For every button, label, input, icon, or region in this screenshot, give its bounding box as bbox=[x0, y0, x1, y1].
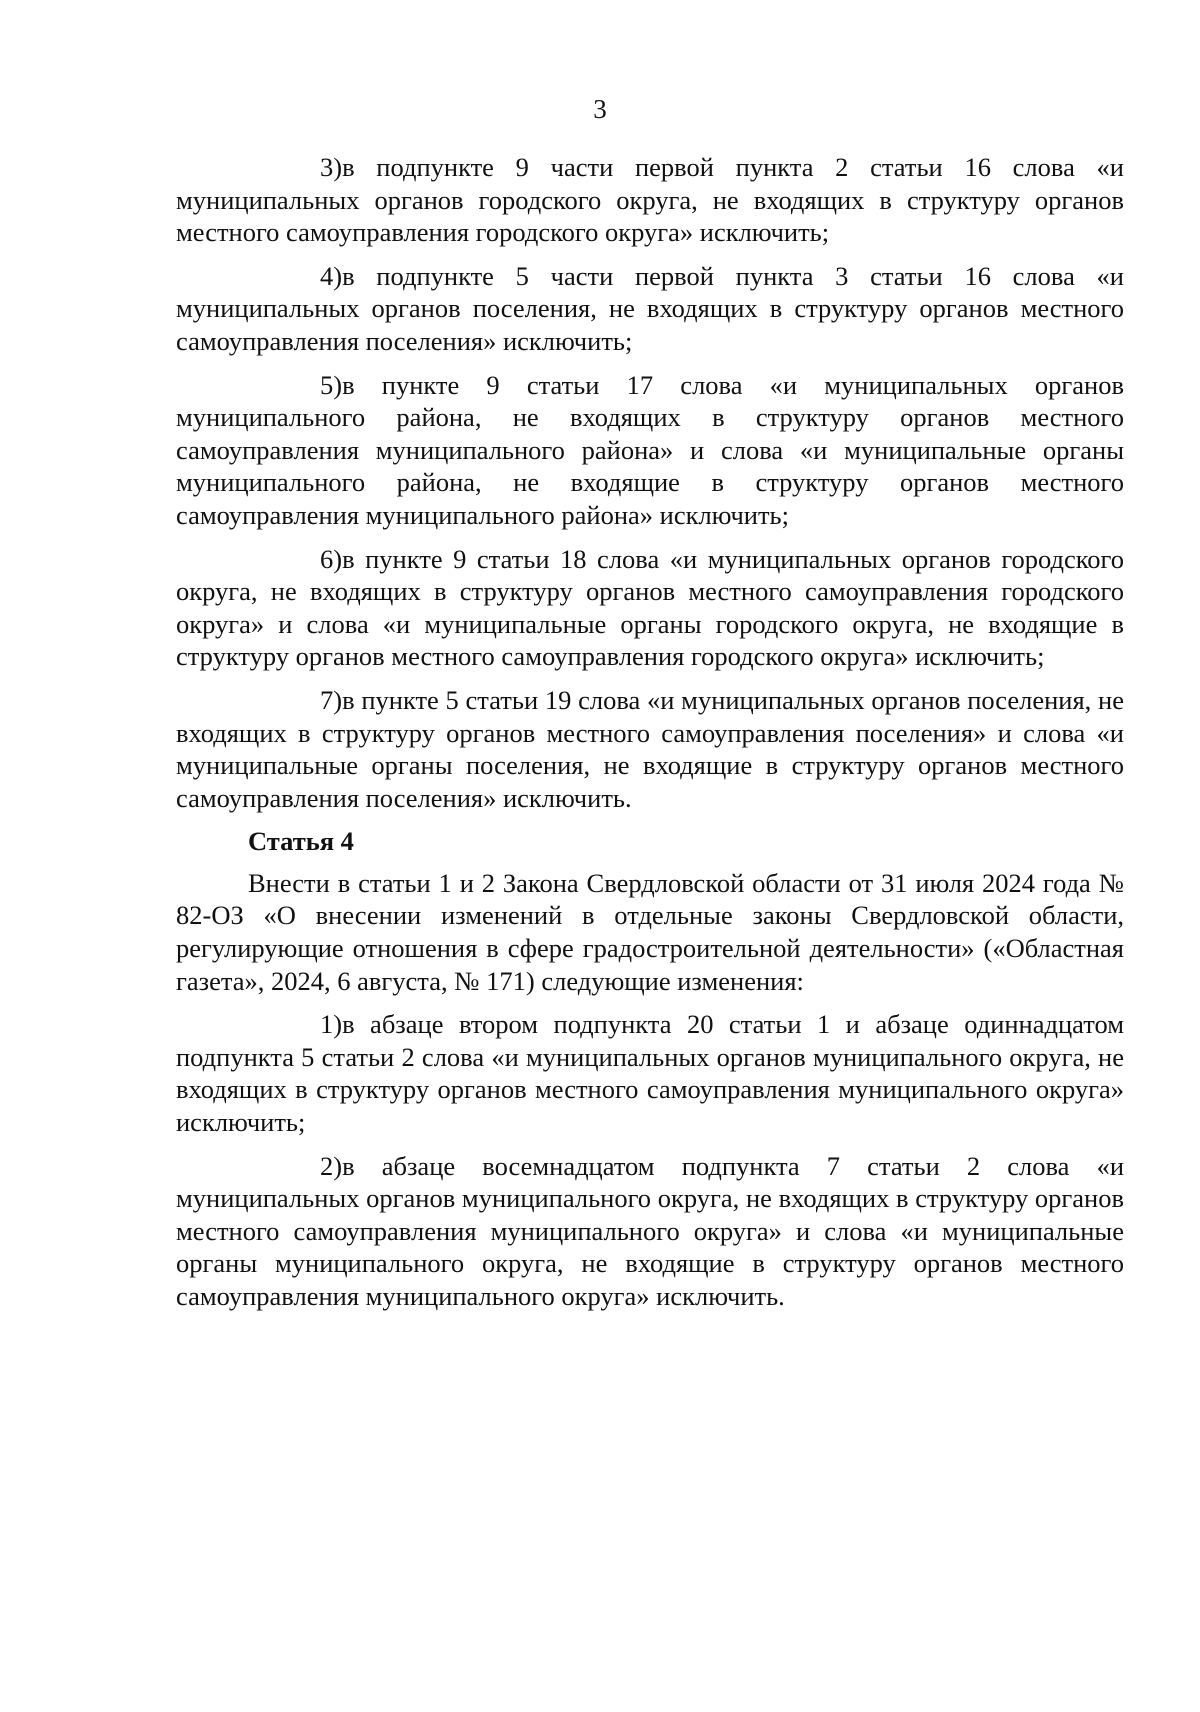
list-marker: 7) bbox=[320, 684, 343, 715]
list-item-text: в пункте 9 статьи 17 слова «и муниципальных органов муниципального района, не входящих в структуру органов местного самоуправления муниципального района» и слова «и муниципальные органы муниципального района, не входящие в структуру органов местного самоуправления муниципального района» исключить; bbox=[176, 369, 1124, 530]
article-4-item-1 bbox=[176, 1008, 1124, 1138]
article-4-intro: Внести в статьи 1 и 2 Закона Свердловской области от 31 июля 2024 года № 82-ОЗ «О внесении изменений в отдельные законы Свердловской области, регулирующие отношения в сфере градостроительной деятельности» («Областная газета», 2024, 6 августа, № 171) следующие изменения: bbox=[176, 867, 1124, 996]
list-item-6 bbox=[176, 543, 1124, 673]
list-item-text: в пункте 5 статьи 19 слова «и муниципальных органов поселения, не входящих в структуру органов местного самоуправления поселения» и слова «и муниципальные органы поселения, не входящие в структуру органов местного самоуправления поселения» исключить. bbox=[176, 684, 1124, 813]
list-item-text: в подпункте 5 части первой пункта 3 статьи 16 слова «и муниципальных органов поселения, не входящих в структуру органов местного самоуправления поселения» исключить; bbox=[176, 260, 1124, 356]
article-4-heading: Статья 4 bbox=[248, 826, 354, 857]
list-item-text: в пункте 9 статьи 18 слова «и муниципальных органов городского округа, не входящих в структуру органов местного самоуправления городского округа» и слова «и муниципальные органы городского округа, не входящие в структуру органов местного самоуправления городского округа» исключить; bbox=[176, 543, 1124, 672]
article-4-item-2 bbox=[176, 1150, 1124, 1313]
list-item-text: в абзаце восемнадцатом подпункта 7 статьи 2 слова «и муниципальных органов муниципального округа, не входящих в структуру органов местного самоуправления муниципального округа» и слова «и муниципальные органы муниципального округа, не входящие в структуру органов местного самоуправления муниципального округа» исключить. bbox=[176, 1150, 1124, 1311]
list-marker: 6) bbox=[320, 543, 343, 574]
page-number: 3 bbox=[593, 94, 607, 124]
list-item-text: в подпункте 9 части первой пункта 2 статьи 16 слова «и муниципальных органов городского округа, не входящих в структуру органов местного самоуправления городского округа» исключить; bbox=[176, 152, 1124, 248]
list-item-4 bbox=[176, 260, 1124, 358]
list-marker: 5) bbox=[320, 369, 343, 400]
list-item-5 bbox=[176, 369, 1124, 532]
list-item-3 bbox=[176, 151, 1124, 249]
document-body bbox=[176, 151, 1124, 1324]
list-marker: 4) bbox=[320, 260, 343, 291]
list-marker: 1) bbox=[320, 1009, 343, 1040]
list-marker: 2) bbox=[320, 1150, 343, 1181]
list-item-7 bbox=[176, 684, 1124, 814]
list-item-text: в абзаце втором подпункта 20 статьи 1 и абзаце одиннадцатом подпункта 5 статьи 2 слова «и муниципальных органов муниципального округа, не входящих в структуру органов местного самоуправления муниципального округа» исключить; bbox=[176, 1009, 1124, 1138]
list-marker: 3) bbox=[320, 152, 343, 182]
